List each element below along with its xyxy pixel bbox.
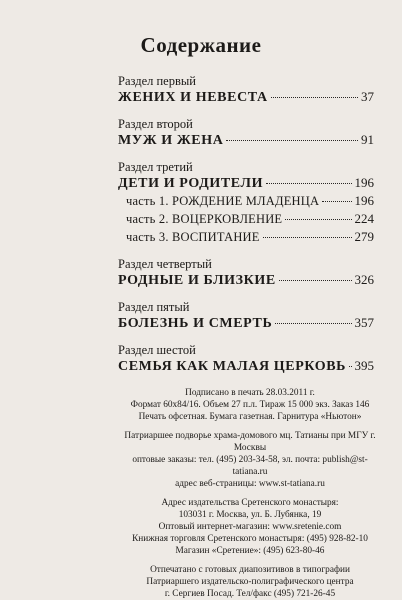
toc-subentry[interactable] xyxy=(126,210,374,228)
toc-section xyxy=(118,257,374,289)
part-name: часть 3. ВОСПИТАНИЕ xyxy=(126,230,260,244)
printer-line: г. Сергиев Посад. Тел/факс (495) 721-26-45 xyxy=(164,589,336,600)
address-line: Адрес издательства Сретенского монастыря: xyxy=(161,497,339,508)
publisher-line: оптовые заказы: тел. (495) 203-34-58, эл. почта: publish@st-tatiana.ru xyxy=(132,455,368,478)
toc-section xyxy=(118,160,374,246)
toc-subentry[interactable] xyxy=(126,192,374,210)
toc-entry[interactable] xyxy=(118,314,374,332)
dot-leader xyxy=(279,280,352,281)
dot-leader xyxy=(263,237,352,238)
print-info-line: Подписано в печать 28.03.2011 г. xyxy=(185,388,315,398)
dot-leader xyxy=(275,323,351,324)
toc-entry[interactable] xyxy=(118,174,374,192)
address-line: Книжная торговля Сретенского монастыря: (495) 928-82-10 xyxy=(132,534,368,545)
section-label: Раздел шестой xyxy=(118,343,196,357)
dot-leader xyxy=(349,366,351,367)
section-name: МУЖ И ЖЕНА xyxy=(118,133,224,148)
section-name: СЕМЬЯ КАК МАЛАЯ ЦЕРКОВЬ xyxy=(118,359,347,374)
section-label: Раздел третий xyxy=(118,160,193,174)
publisher-line: адрес веб-страницы: www.st-tatiana.ru xyxy=(175,479,325,490)
dot-leader xyxy=(266,183,351,184)
section-label: Раздел второй xyxy=(118,117,193,131)
page-number: 326 xyxy=(354,272,374,287)
page-number: 224 xyxy=(354,211,374,226)
toc-entry[interactable] xyxy=(118,271,374,289)
toc-section xyxy=(118,300,374,332)
page-number: 196 xyxy=(354,193,374,208)
dot-leader xyxy=(285,219,351,220)
section-name: ДЕТИ И РОДИТЕЛИ xyxy=(118,176,264,191)
part-name: часть 1. РОЖДЕНИЕ МЛАДЕНЦА xyxy=(126,194,320,208)
address-line: Оптовый интернет-магазин: www.sretenie.com xyxy=(158,522,342,533)
dot-leader xyxy=(271,97,358,98)
print-info-line: Формат 60х84/16. Объем 27 п.л. Тираж 15 000 экз. Заказ 146 xyxy=(130,400,370,411)
table-of-contents xyxy=(118,74,374,386)
page-number: 37 xyxy=(361,89,374,104)
toc-subentry[interactable] xyxy=(126,228,374,246)
address-line: 103031 г. Москва, ул. Б. Лубянка, 19 xyxy=(178,509,322,520)
toc-section xyxy=(118,117,374,149)
section-name: РОДНЫЕ И БЛИЗКИЕ xyxy=(118,273,276,288)
address-line: Магазин «Сретение»: (495) 623-80-46 xyxy=(175,546,325,557)
toc-entry[interactable] xyxy=(118,88,374,106)
page-number: 196 xyxy=(354,175,374,190)
printer-line: Отпечатано с готовых диапозитивов в типографии xyxy=(150,564,350,575)
printer-line: Патриаршего издательско-полиграфического центра xyxy=(146,576,354,587)
page-number: 91 xyxy=(361,132,374,147)
toc-section xyxy=(118,343,374,375)
section-name: ЖЕНИХ И НЕВЕСТА xyxy=(118,90,268,105)
section-label: Раздел первый xyxy=(118,74,196,88)
section-name: БОЛЕЗНЬ И СМЕРТЬ xyxy=(118,316,273,331)
dot-leader xyxy=(322,201,351,202)
toc-entry[interactable] xyxy=(118,131,374,149)
section-label: Раздел пятый xyxy=(118,300,190,314)
page-number: 395 xyxy=(354,358,374,373)
toc-section xyxy=(118,74,374,106)
publisher-line: Патриаршее подворье храма-домового мц. Татианы при МГУ г. Москвы xyxy=(124,430,376,453)
page-number: 357 xyxy=(354,315,374,330)
print-info-line: Печать офсетная. Бумага газетная. Гарнитура «Ньютон» xyxy=(138,412,362,423)
section-label: Раздел четвертый xyxy=(118,257,212,271)
page-title: Содержание xyxy=(140,33,262,57)
page-number: 279 xyxy=(354,229,374,244)
colophon xyxy=(118,387,382,600)
part-name: часть 2. ВОЦЕРКОВЛЕНИЕ xyxy=(126,212,283,226)
toc-entry[interactable] xyxy=(118,357,374,375)
dot-leader xyxy=(226,140,358,141)
